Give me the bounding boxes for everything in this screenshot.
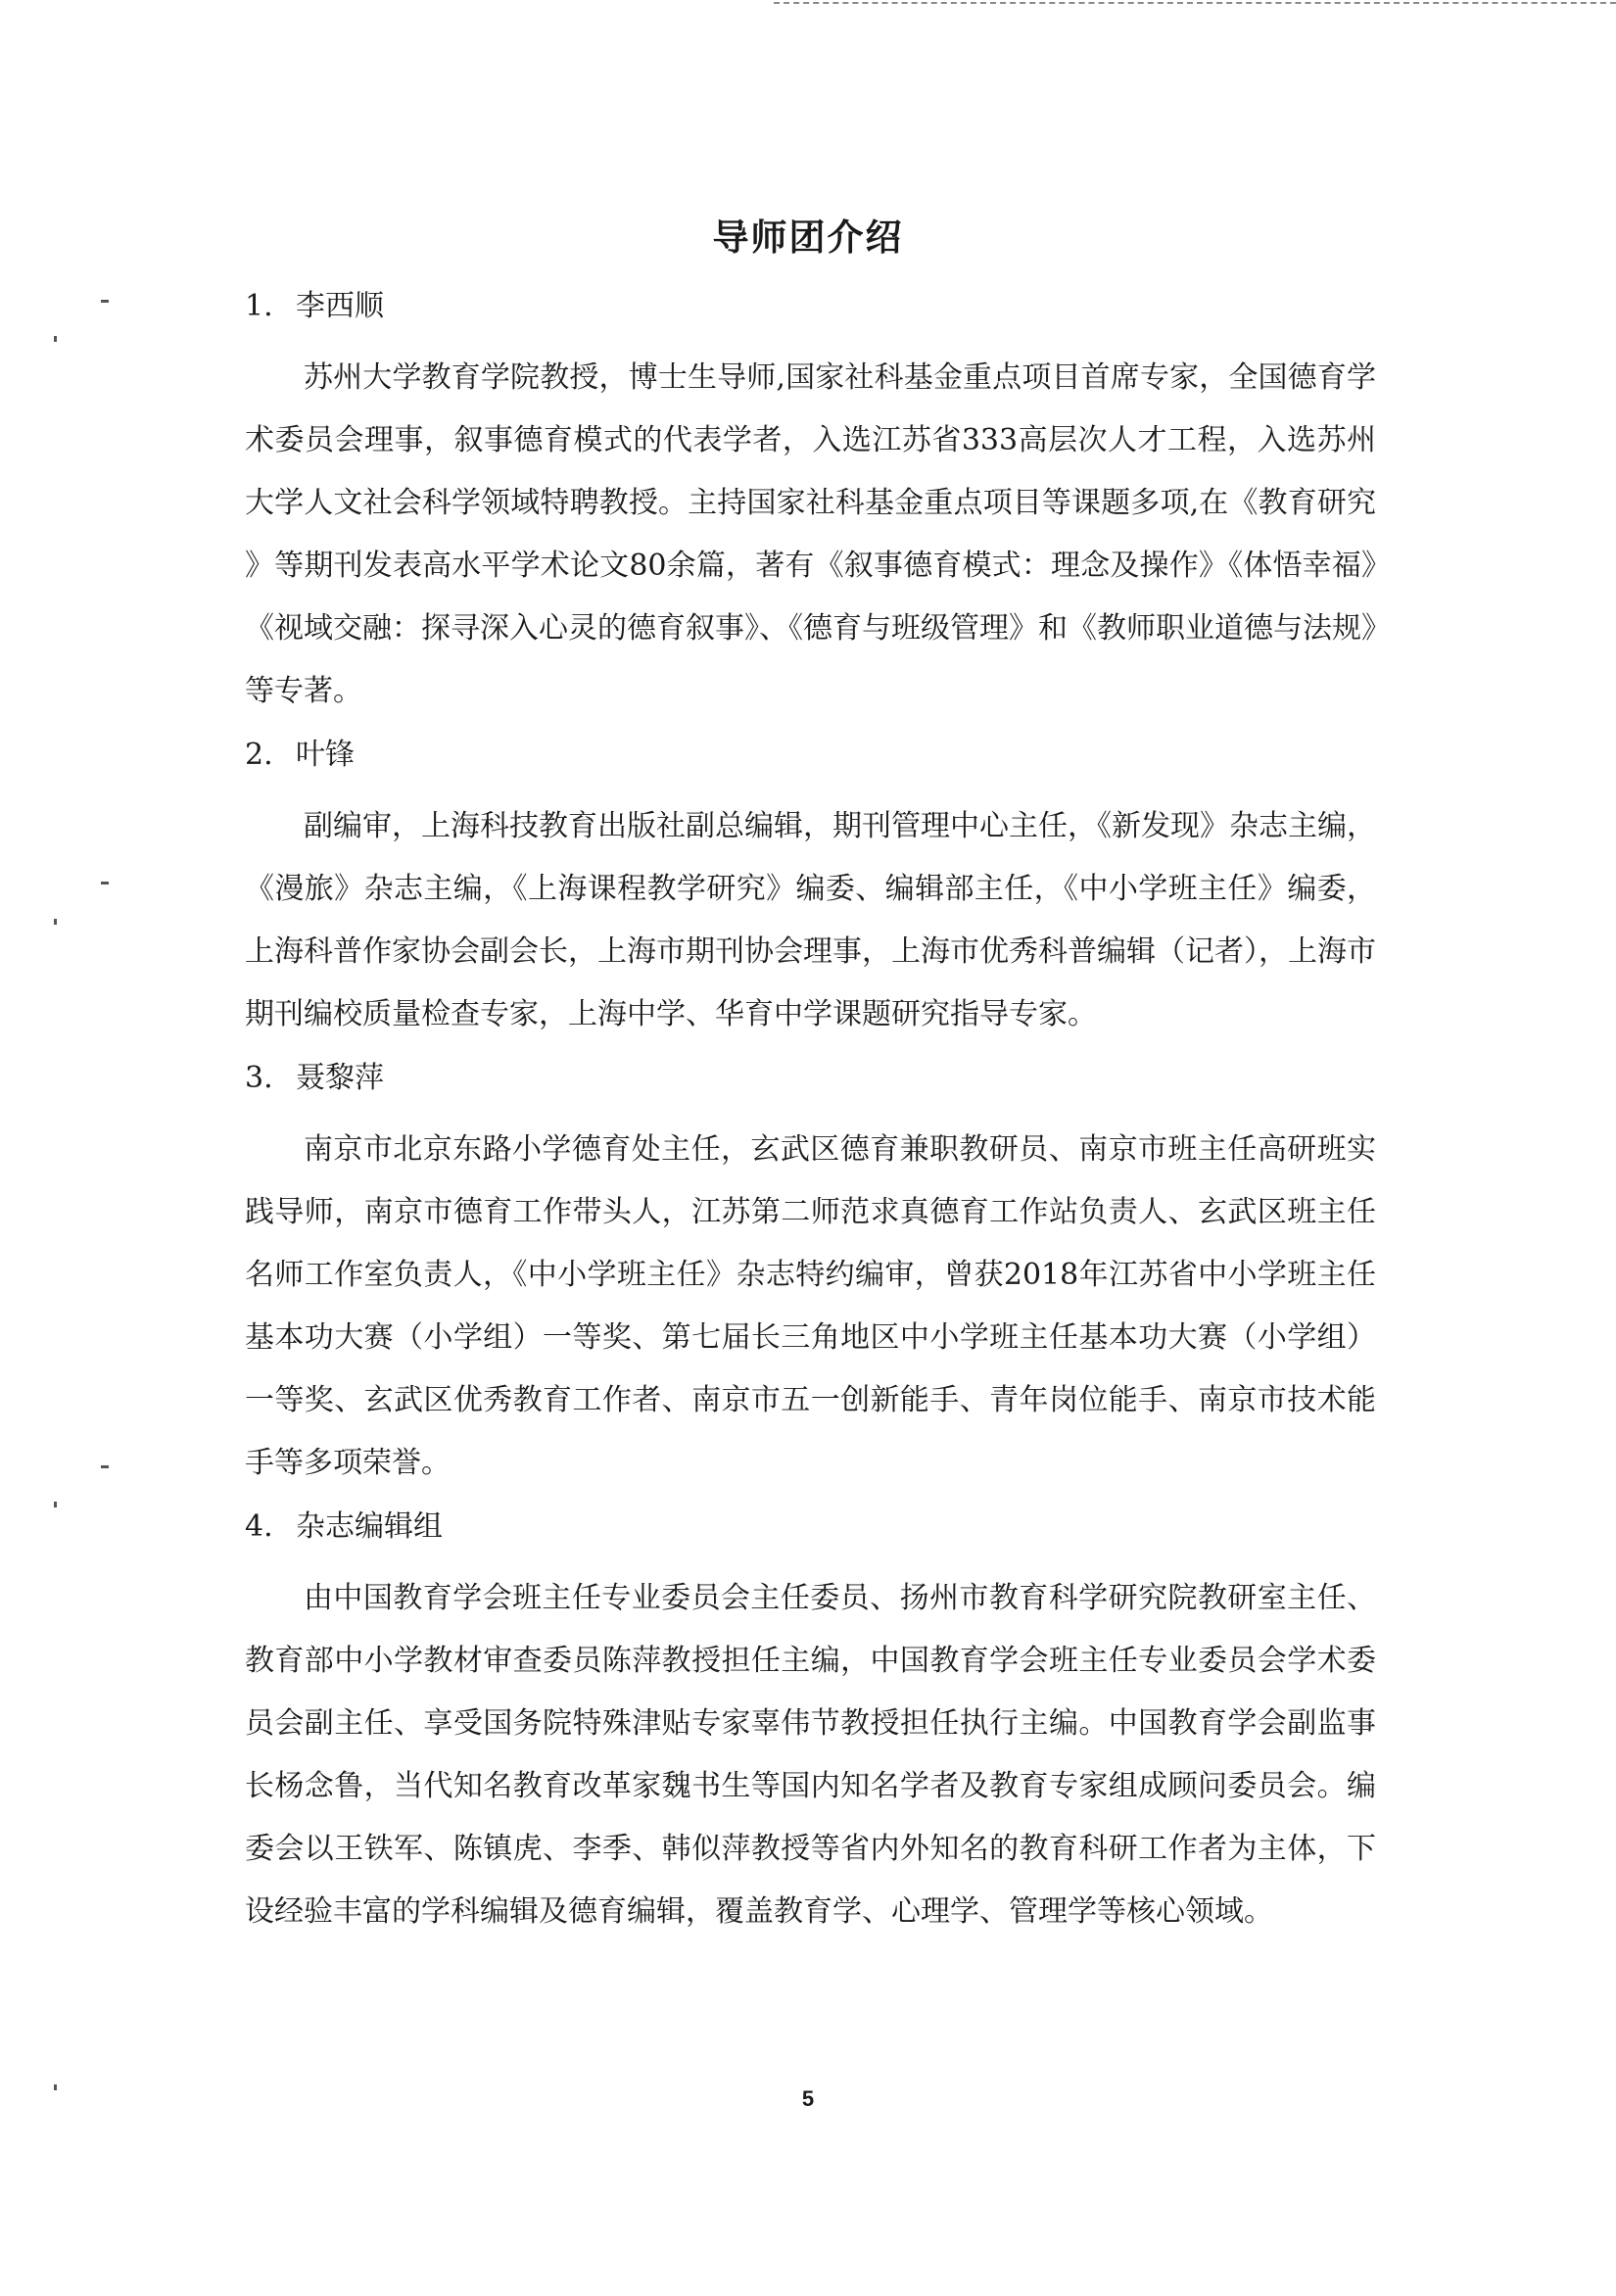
section-name: 李西顺 — [296, 289, 384, 323]
document-body — [245, 284, 1376, 1953]
margin-speck — [54, 919, 57, 925]
section-paragraph: 副编审，上海科技教育出版社副总编辑，期刊管理中心主任，《新发现》杂志主编，《漫旅》杂志主编，《上海课程教学研究》编委、编辑部主任，《中小学班主任》编委，上海科普作家协会副会长，上海市期刊协会理事，上海市优秀科普编辑（记者），上海市期刊编校质量检查专家，上海中学、华育中学课题研究指导专家。 — [245, 809, 1376, 1031]
section-heading — [245, 1505, 1376, 1550]
section-name: 叶锋 — [296, 738, 355, 772]
scan-edge-line — [774, 2, 1616, 4]
margin-speck — [101, 1465, 109, 1468]
section-paragraph: 南京市北京东路小学德育处主任，玄武区德育兼职教研员、南京市班主任高研班实践导师，南京市德育工作带头人，江苏第二师范求真德育工作站负责人、玄武区班主任名师工作室负责人，《中小学班主任》杂志特约编审，曾获2018年江苏省中小学班主任基本功大赛（小学组）一等奖、第七届长三角地区中小学班主任基本功大赛（小学组）一等奖、玄武区优秀教育工作者、南京市五一创新能手、青年岗位能手、南京市技术能手等多项荣誉。 — [245, 1132, 1376, 1480]
section-number: 4. — [245, 1509, 273, 1544]
margin-speck — [54, 1502, 57, 1507]
page-number: 5 — [801, 2086, 815, 2111]
section-name: 聂黎萍 — [296, 1061, 384, 1095]
section-number: 1. — [245, 289, 273, 323]
section-number: 3. — [245, 1061, 273, 1095]
section-heading — [245, 733, 1376, 778]
margin-speck — [101, 882, 109, 885]
section-heading — [245, 1056, 1376, 1101]
section-mentor-3 — [245, 1056, 1376, 1495]
section-mentor-2 — [245, 733, 1376, 1046]
section-heading — [245, 284, 1376, 329]
section-number: 2. — [245, 738, 273, 772]
page-title: 导师团介绍 — [712, 215, 904, 259]
section-editorial-team — [245, 1505, 1376, 1943]
section-name: 杂志编辑组 — [296, 1509, 443, 1544]
section-mentor-1 — [245, 284, 1376, 723]
section-paragraph: 由中国教育学会班主任专业委员会主任委员、扬州市教育科学研究院教研室主任、教育部中小学教材审查委员陈萍教授担任主编，中国教育学会班主任专业委员会学术委员会副主任、享受国务院特殊津贴专家辜伟节教授担任执行主编。中国教育学会副监事长杨念鲁，当代知名教育改革家魏书生等国内知名学者及教育专家组成顾问委员会。编委会以王铁军、陈镇虎、李季、韩似萍教授等省内外知名的教育科研工作者为主体，下设经验丰富的学科编辑及德育编辑，覆盖教育学、心理学、管理学等核心领域。 — [245, 1581, 1376, 1929]
section-paragraph: 苏州大学教育学院教授，博士生导师,国家社科基金重点项目首席专家，全国德育学术委员会理事，叙事德育模式的代表学者，入选江苏省333高层次人才工程，入选苏州大学人文社会科学领域特聘教授。主持国家社科基金重点项目等课题多项,在《教育研究》等期刊发表高水平学术论文80余篇，著有《叙事德育模式：理念及操作》《体悟幸福》《视域交融：探寻深入心灵的德育叙事》、《德育与班级管理》和《教师职业道德与法规》等专著。 — [245, 360, 1376, 708]
margin-speck — [101, 300, 109, 303]
margin-speck — [54, 336, 57, 342]
